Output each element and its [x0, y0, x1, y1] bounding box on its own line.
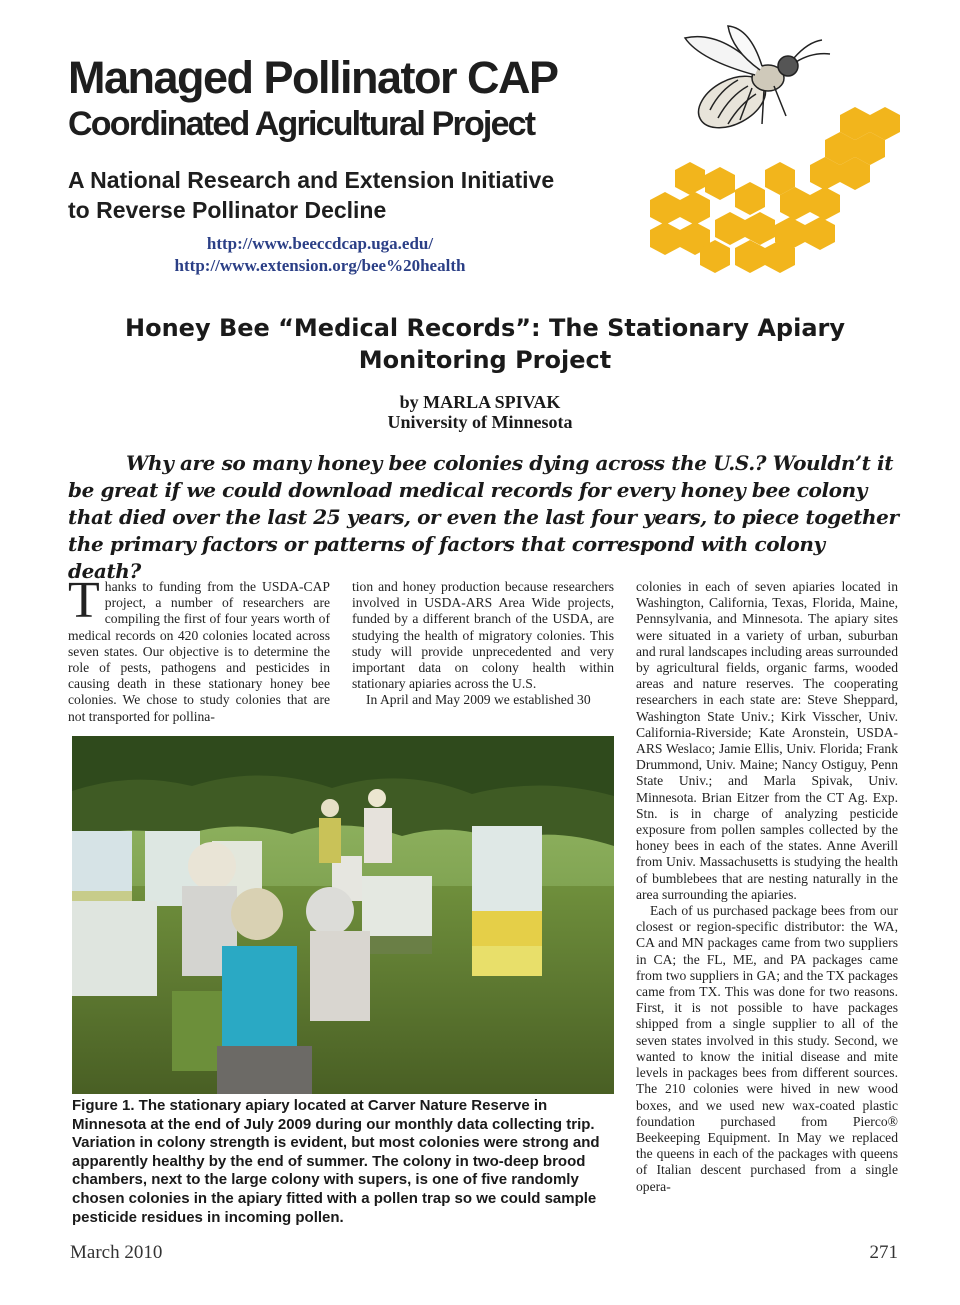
figure-caption: Figure 1. The stationary apiary located at Carver Nature Reserve in Minnesota at the end of July 2009 during our monthly data collecting trip. Variation in colony strength is evident, but most colonies were strong and apparently healthy by the end of summer. The colony in two-deep brood chambers, next to the large colony with supers, is one of five randomly chosen colonies in the apiary fitted with a pollen trap so we could sample pesticide residues in incoming pollen.: [72, 1097, 600, 1226]
initiative-line-2: to Reverse Pollinator Decline: [68, 197, 387, 223]
header-initiative: [68, 165, 648, 225]
col1-paragraph: [68, 572, 330, 725]
url-link-beeccdcap[interactable]: http://www.beeccdcap.uga.edu/: [206, 234, 434, 253]
col2-paragraph-1: tion and honey production because researchers involved in USDA-ARS Area Wide projects, funded by a different branch of the USDA, are studying the health of migratory colonies. This study will provide unprecedented and very important data on colony health within stationary apiaries across the U.S.: [352, 579, 614, 692]
hive-box: [72, 831, 132, 891]
beekeeper-figure: [319, 799, 341, 863]
dropcap: T: [68, 572, 100, 629]
header-urls: [100, 233, 540, 277]
col3-paragraph-1: colonies in each of seven apiaries located in Washington, California, Texas, Florida, Maine, Pennsylvania, and Minnesota. The apiary sites were situated in a variety of urban, suburban and rural landscapes including areas surrounded by agricultural fields, organic farms, wooded areas and nature reserves. The cooperating researchers in each state are: Steve Sheppard, Washington State Univ.; Kirk Visscher, Univ. California-Riverside; Kate Aronstein, USDA-ARS Weslaco; Jamie Ellis, Univ. Florida; Frank Drummond, Univ. Maine; Nancy Ostiguy, Penn State Univ.; and Marla Spivak, Univ. Minnesota. Brian Eitzer from the CT Ag. Exp. Stn. is in charge of analyzing pesticide exposure from pollen samples collected by the honey bees in each of the states. Anne Averill from Univ. Massachusetts is studying the health of bumblebees that are nesting naturally in the area surrounding the apiaries.: [636, 579, 898, 902]
hive-box: [72, 901, 157, 996]
header-title: Managed Pollinator CAP: [68, 52, 558, 103]
url-link-extension[interactable]: http://www.extension.org/bee%20health: [174, 256, 466, 275]
col3-paragraph-2: Each of us purchased package bees from our closest or region-specific distributor: the WA, CA and MN packages came from two suppliers in CA; the FL, ME, and PA packages came from two suppliers in GA; and the TX packages came from TX. This was done for two reasons. First, it is not possible to have packages shipped from a single supplier to all of the seven states involved in this study. Second, we wanted to know the initial disease and mite levels in packages bees from different sources. The 210 colonies were hived in new wood boxes, and we used new wax-coated plastic foundation purchased from Pierco® Beekeeping Equipment. In May we replaced the queens in each of the packages with queens of Italian descent purchased from a single opera-: [636, 903, 898, 1194]
lede-text: Why are so many honey bee colonies dying across the U.S.? Wouldn’t it be great if we could download medical records for every honey bee colony that died over the last 25 years, or even the last four years, to piece together the primary factors or patterns of factors that correspond with colony death?: [68, 451, 899, 583]
col2-paragraph-2: In April and May 2009 we established 30: [366, 692, 591, 708]
article-title: Honey Bee “Medical Records”: The Stationary Apiary Monitoring Project: [125, 314, 845, 374]
affiliation: University of Minnesota: [387, 412, 573, 432]
initiative-line-1: A National Research and Extension Initiative: [68, 167, 555, 193]
bee-honeycomb-logo: [640, 20, 910, 275]
header-subtitle-project: Coordinated Agricultural Project: [68, 105, 535, 143]
col1-text: hanks to funding from the USDA-CAP project, a number of researchers are compiling the first of four years worth of medical records on 420 colonies located across seven states. Our objective is to determine the role of pests, pathogens and pesticides in causing death in these stationary honey bee colonies. We chose to study colonies that are not transported for pollina-: [68, 579, 330, 724]
page-number: 271: [869, 1242, 898, 1263]
issue-date: March 2010: [70, 1242, 163, 1263]
lede-paragraph: [68, 450, 903, 585]
body-column-3: [636, 579, 898, 1195]
body-column-1: [68, 572, 330, 725]
body-column-2: [352, 579, 614, 709]
apiary-photo: [72, 736, 614, 1094]
bee-icon: [685, 26, 830, 138]
byline: [280, 392, 680, 432]
hive-box: [362, 876, 432, 936]
author: by MARLA SPIVAK: [399, 392, 561, 412]
honeycomb-icon: [650, 107, 900, 273]
